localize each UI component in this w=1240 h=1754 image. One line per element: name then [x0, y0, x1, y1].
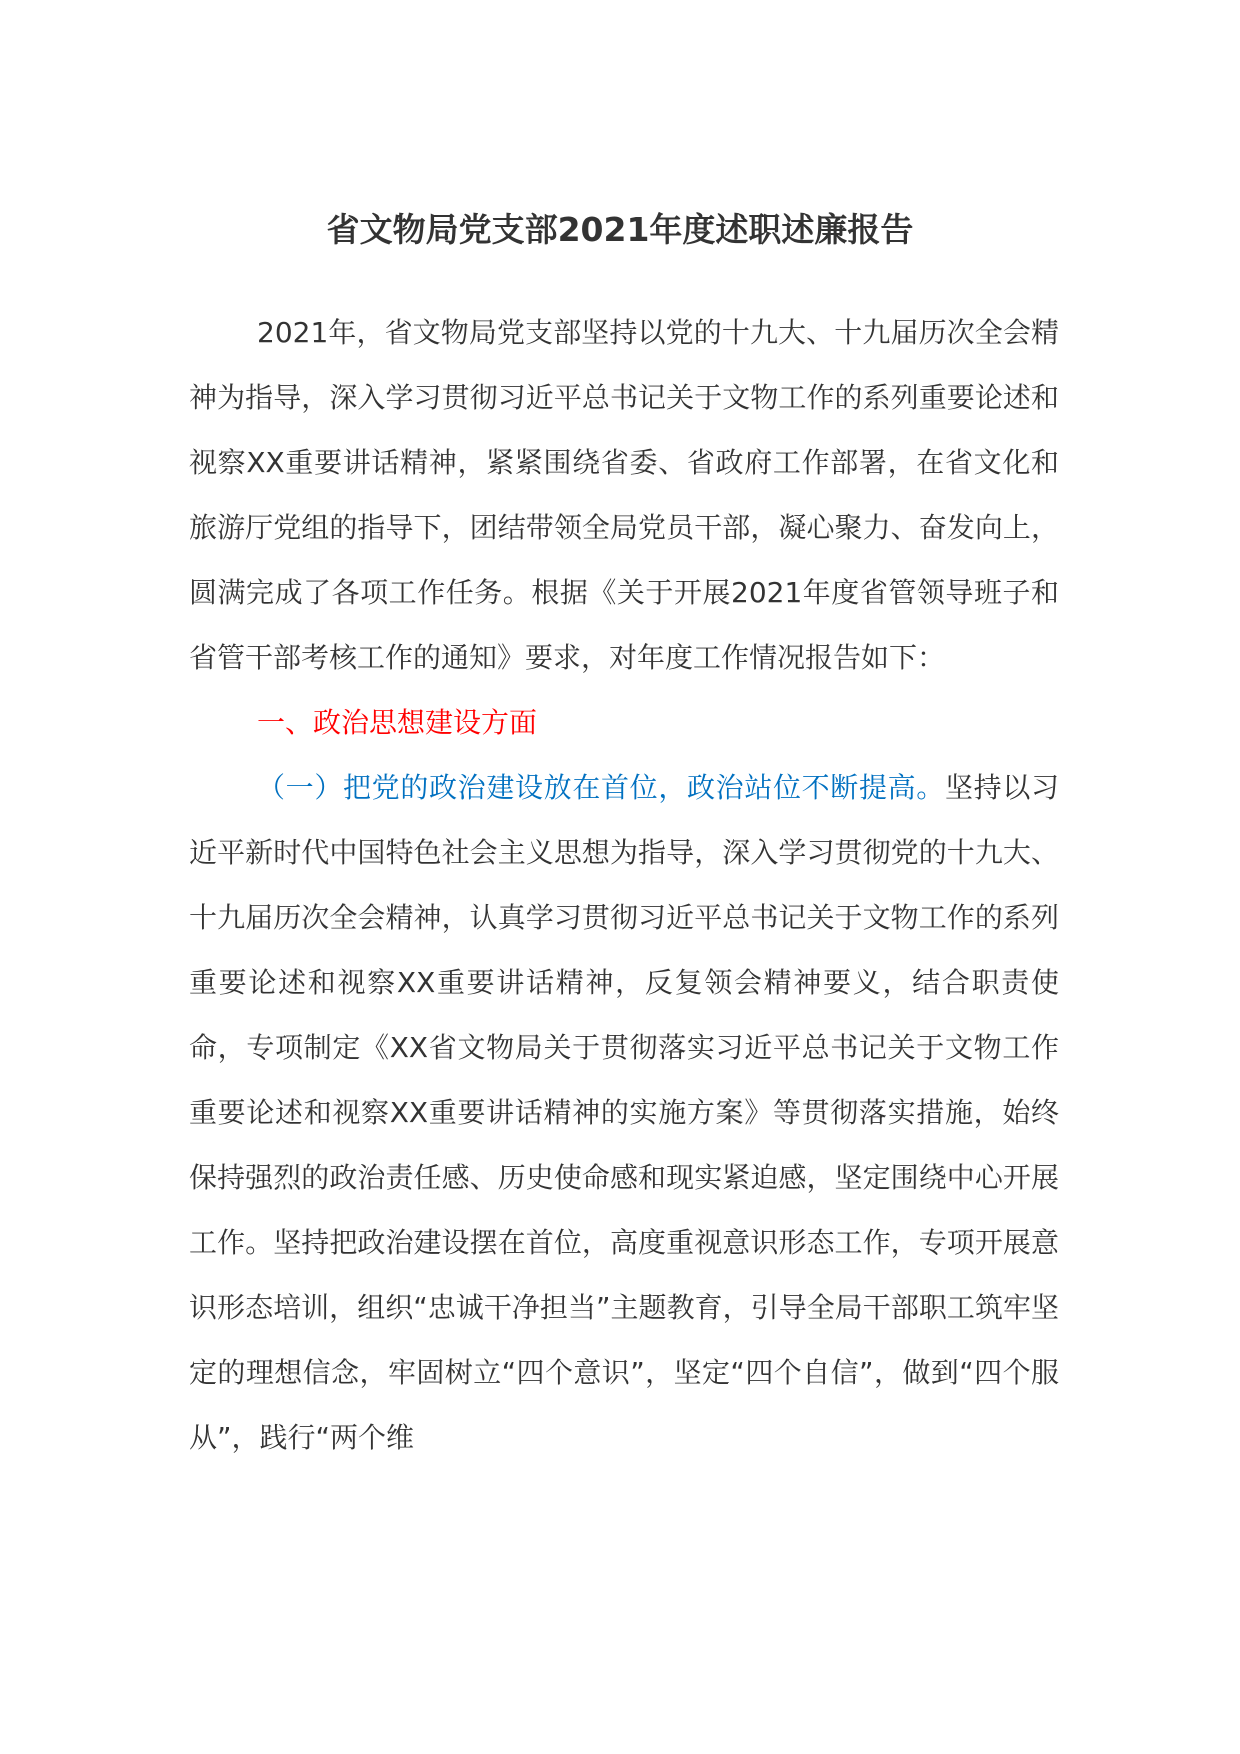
subsection-body: 坚持以习近平新时代中国特色社会主义思想为指导，深入学习贯彻党的十九大、十九届历次全会精神，认真学习贯彻习近平总书记关于文物工作的系列重要论述和视察XX重要讲话精神，反复领会精神要义，结合职责使命，专项制定《XX省文物局关于贯彻落实习近平总书记关于文物工作重要论述和视察XX重要讲话精神的实施方案》等贯彻落实措施，始终保持强烈的政治责任感、历史使命感和现实紧迫感，坚定围绕中心开展工作。坚持把政治建设摆在首位，高度重视意识形态工作，专项开展意识形态培训，组织“忠诚干净担当”主题教育，引导全局干部职工筑牢坚定的理想信念，牢固树立“四个意识”，坚定“四个自信”，做到“四个服从”，践行“两个维 [189, 771, 1059, 1454]
subsection-paragraph [189, 755, 1059, 1470]
section-heading: 一、政治思想建设方面 [257, 706, 538, 739]
document-title: 省文物局党支部2021年度述职述廉报告 [326, 210, 914, 249]
subsection-heading: （一）把党的政治建设放在首位，政治站位不断提高。 [257, 771, 945, 804]
document-body [189, 300, 1059, 1470]
intro-paragraph: 2021年，省文物局党支部坚持以党的十九大、十九届历次全会精神为指导，深入学习贯彻习近平总书记关于文物工作的系列重要论述和视察XX重要讲话精神，紧紧围绕省委、省政府工作部署，在省文化和旅游厅党组的指导下，团结带领全局党员干部，凝心聚力、奋发向上，圆满完成了各项工作任务。根据《关于开展2021年度省管领导班子和省管干部考核工作的通知》要求，对年度工作情况报告如下： [189, 316, 1059, 674]
